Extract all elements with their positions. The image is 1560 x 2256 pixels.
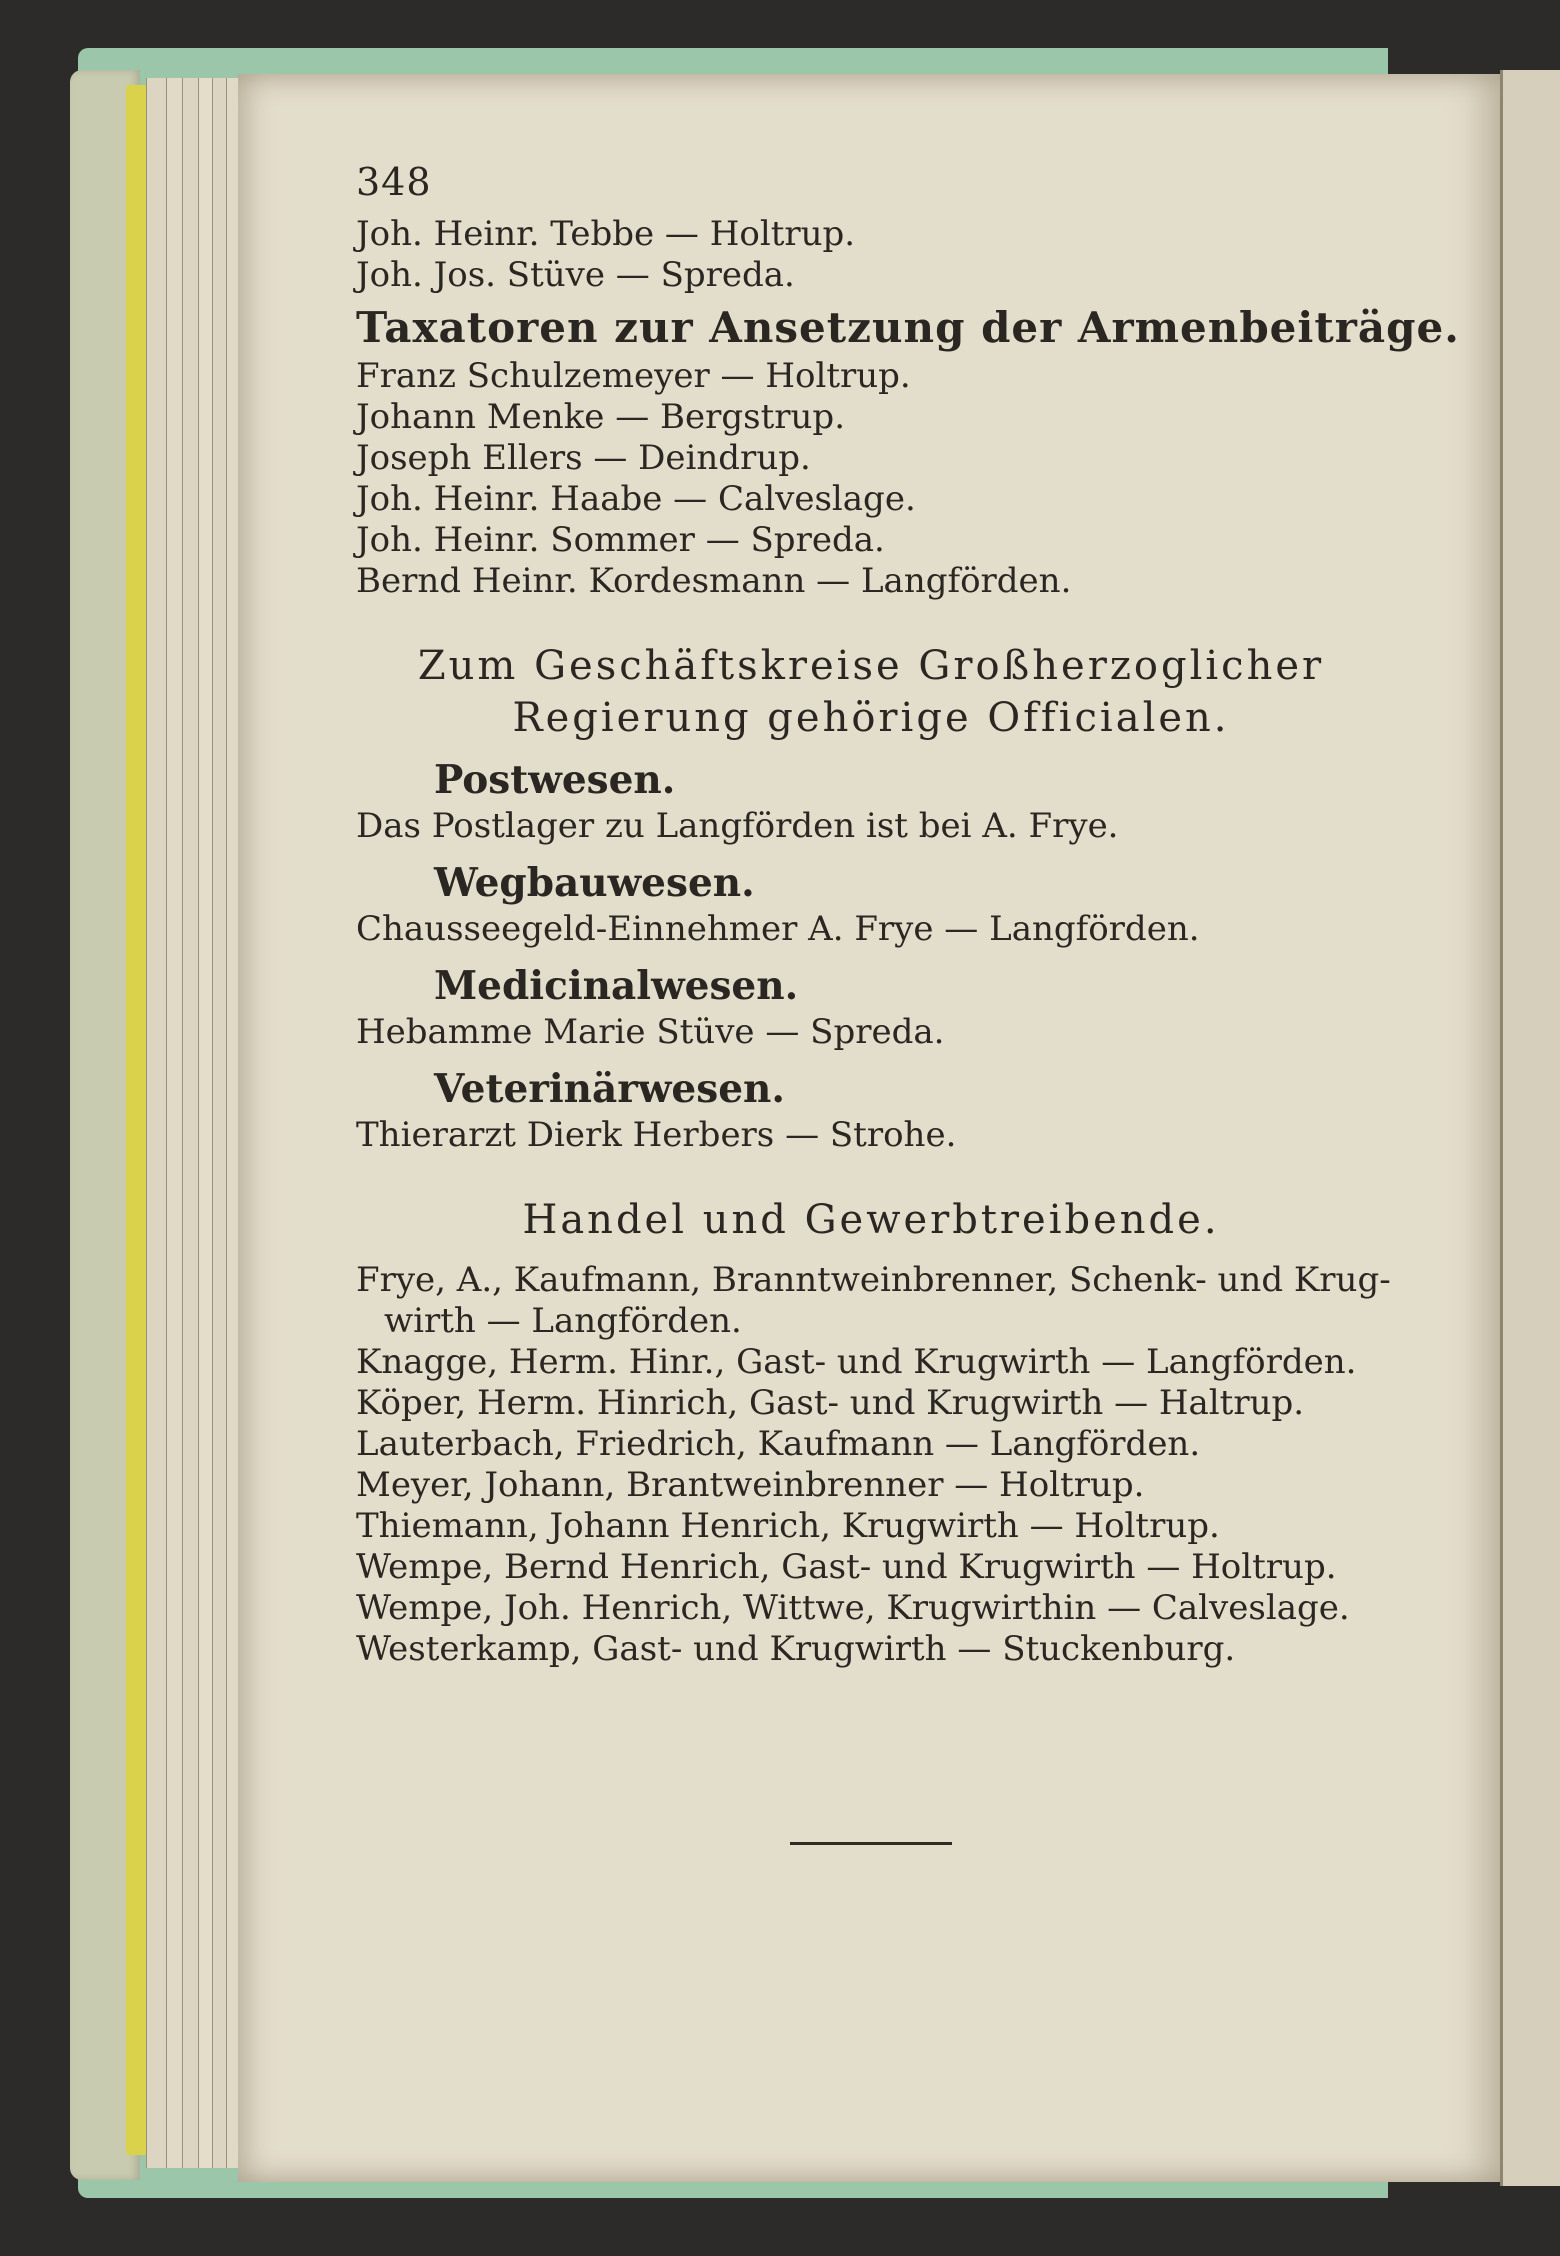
entry-line: Westerkamp, Gast- und Krugwirth — Stuckenburg.	[356, 1629, 1236, 1669]
entry-line: Johann Menke — Bergstrup.	[356, 397, 845, 437]
entry-line: Frye, A., Kaufmann, Branntweinbrenner, Schenk- und Krug-	[356, 1260, 1391, 1300]
entry-line: Köper, Herm. Hinrich, Gast- und Krugwirth — Haltrup.	[356, 1383, 1305, 1423]
subsection-heading: Medicinalwesen.	[434, 963, 799, 1009]
entry-line: Joh. Heinr. Haabe — Calveslage.	[356, 479, 916, 519]
entry-line: Joh. Heinr. Tebbe — Holtrup.	[356, 214, 856, 254]
next-page-edge	[1500, 70, 1560, 2186]
entry-line: Bernd Heinr. Kordesmann — Langförden.	[356, 561, 1072, 601]
entry-line: Joh. Heinr. Sommer — Spreda.	[356, 520, 885, 560]
entry-line: Thierarzt Dierk Herbers — Strohe.	[356, 1115, 957, 1155]
entry-line: Thiemann, Johann Henrich, Krugwirth — Holtrup.	[356, 1506, 1220, 1546]
entry-line: Franz Schulzemeyer — Holtrup.	[356, 356, 911, 396]
entry-line: Meyer, Johann, Brantweinbrenner — Holtrup.	[356, 1465, 1145, 1505]
section-heading-taxatoren: Taxatoren zur Ansetzung der Armenbeiträge.	[356, 303, 1460, 352]
page-edge-strip	[126, 85, 148, 2155]
entry-line: Wempe, Joh. Henrich, Wittwe, Krugwirthin — Calveslage.	[356, 1588, 1350, 1628]
entry-line: Joh. Jos. Stüve — Spreda.	[356, 255, 795, 295]
closing-rule	[790, 1842, 952, 1845]
section-heading-geschaeftskreis-line2: Regierung gehörige Officialen.	[512, 695, 1230, 741]
entry-line: Chausseegeld-Einnehmer A. Frye — Langförden.	[356, 909, 1200, 949]
subsection-heading: Wegbauwesen.	[434, 860, 755, 906]
page-number: 348	[356, 160, 432, 204]
entry-line: Joseph Ellers — Deindrup.	[356, 438, 811, 478]
entry-line: wirth — Langförden.	[384, 1301, 742, 1341]
page-stack	[146, 78, 168, 2168]
entry-line: Knagge, Herm. Hinr., Gast- und Krugwirth — Langförden.	[356, 1342, 1357, 1382]
entry-line: Das Postlager zu Langförden ist bei A. Frye.	[356, 806, 1119, 846]
subsection-heading: Veterinärwesen.	[434, 1066, 785, 1112]
subsection-heading: Postwesen.	[434, 757, 676, 803]
entry-line: Lauterbach, Friedrich, Kaufmann — Langförden.	[356, 1424, 1201, 1464]
page-text	[356, 160, 1460, 1670]
section-heading-handel: Handel und Gewerbtreibende.	[522, 1197, 1220, 1243]
entry-line: Wempe, Bernd Henrich, Gast- und Krugwirth — Holtrup.	[356, 1547, 1337, 1587]
section-heading-geschaeftskreis: Zum Geschäftskreise Großherzoglicher	[417, 643, 1325, 689]
entry-line: Hebamme Marie Stüve — Spreda.	[356, 1012, 945, 1052]
